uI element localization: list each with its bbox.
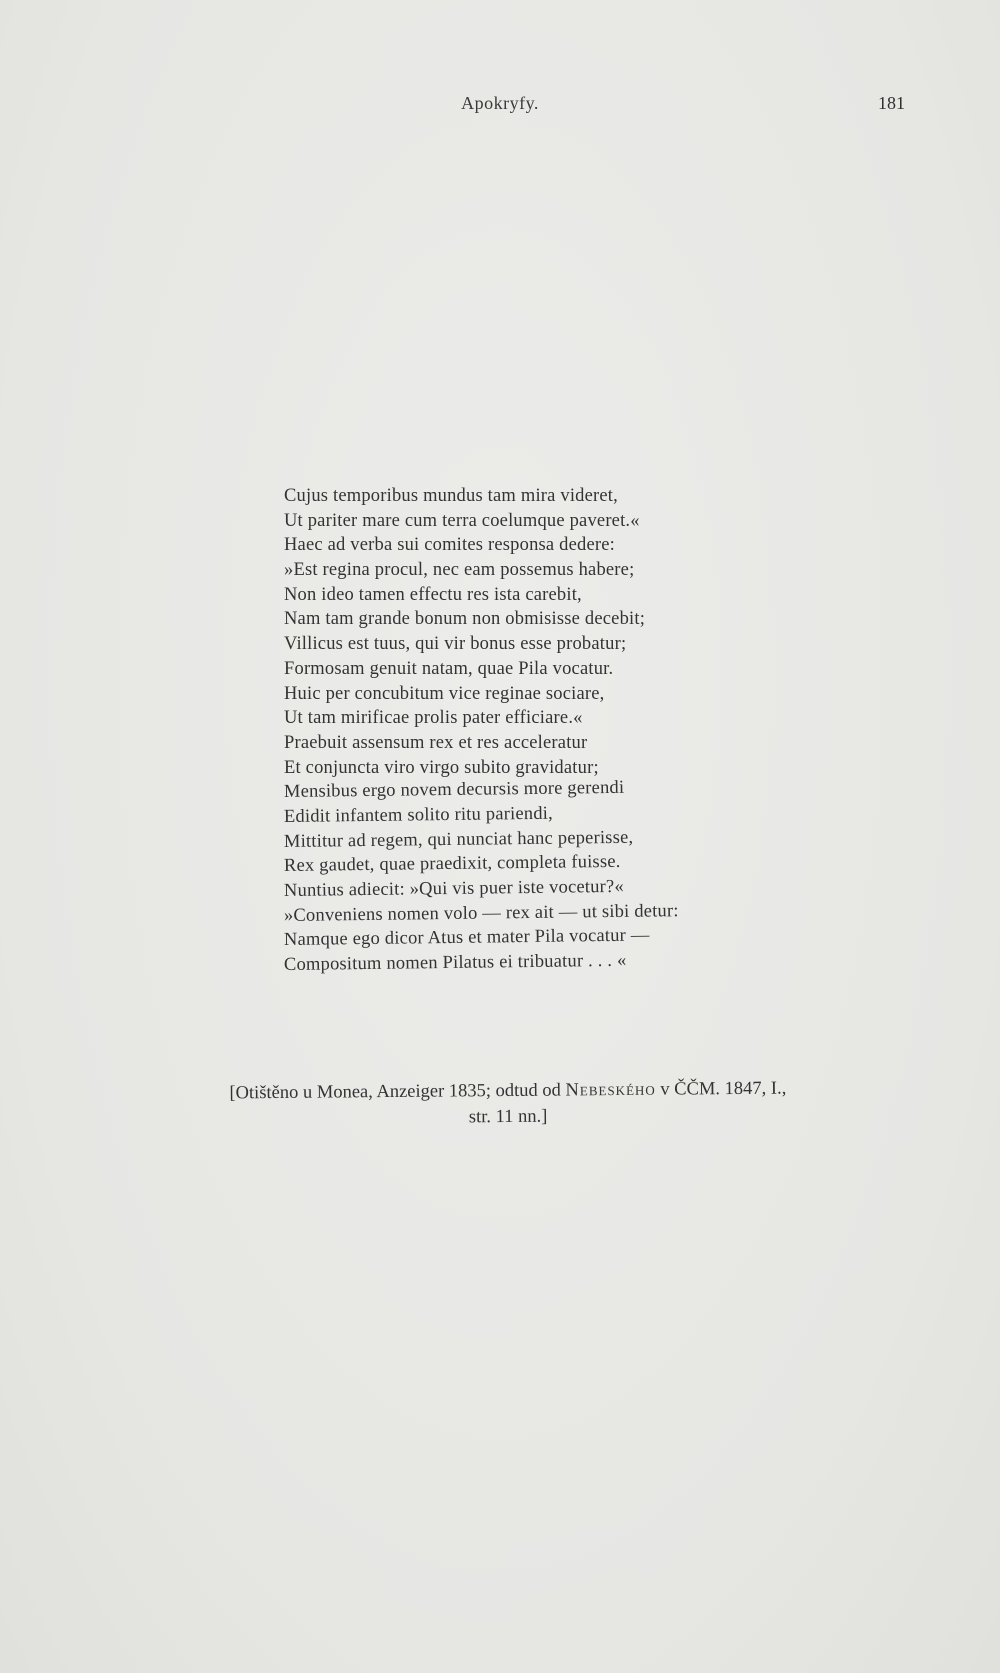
poem-line: Non ideo tamen effectu res ista carebit, xyxy=(284,584,582,605)
poem-line: Haec ad verba sui comites responsa dedere: xyxy=(284,535,615,556)
poem-line: Ut tam mirificae prolis pater efficiare.« xyxy=(284,708,583,729)
running-header xyxy=(0,93,1000,123)
poem-line: Edidit infantem solito ritu pariendi, xyxy=(283,803,554,827)
poem-line: Mensibus ergo novem decursis more gerendi xyxy=(283,778,625,803)
poem-line: Namque ego dicor Atus et mater Pila vocatur — xyxy=(283,925,650,951)
poem-line: Nuntius adiecit: »Qui vis puer iste vocetur?« xyxy=(283,876,624,901)
source-note-text: v ČČM. 1847, I., xyxy=(655,1078,787,1100)
poem-line: Cujus temporibus mundus tam mira videret, xyxy=(284,486,618,506)
poem-line: Compositum nomen Pilatus ei tribuatur . . . « xyxy=(283,950,627,976)
poem-line: Et conjuncta viro virgo subito gravidatur; xyxy=(284,757,599,778)
source-note xyxy=(158,1075,858,1133)
poem-line: Ut pariter mare cum terra coelumque paveret.« xyxy=(284,510,640,531)
poem-line: Rex gaudet, quae praedixit, completa fuisse. xyxy=(283,852,621,877)
poem-line: »Est regina procul, nec eam possemus habere; xyxy=(284,560,635,581)
poem-line: Villicus est tuus, qui vir bonus esse probatur; xyxy=(284,634,627,655)
source-note-author: Nebeského xyxy=(565,1079,656,1101)
poem-line: Huic per concubitum vice reginae sociare, xyxy=(284,683,605,704)
running-title: Apokryfy. xyxy=(461,93,539,113)
poem-line: Formosam genuit natam, quae Pila vocatur. xyxy=(284,658,614,679)
poem-line: Mittitur ad regem, qui nunciat hanc peperisse, xyxy=(283,827,634,852)
poem-line: »Conveniens nomen volo — rex ait — ut sibi detur: xyxy=(283,900,679,926)
source-note-text: [Otištěno u Monea, Anzeiger 1835; odtud od xyxy=(229,1080,566,1104)
poem-line: Praebuit assensum rex et res acceleratur xyxy=(284,732,588,753)
page-number: 181 xyxy=(878,93,905,113)
poem-line: Nam tam grande bonum non obmisisse decebit; xyxy=(284,609,646,630)
latin-poem xyxy=(284,484,804,978)
source-note-pages: str. 11 nn.] xyxy=(468,1106,548,1128)
